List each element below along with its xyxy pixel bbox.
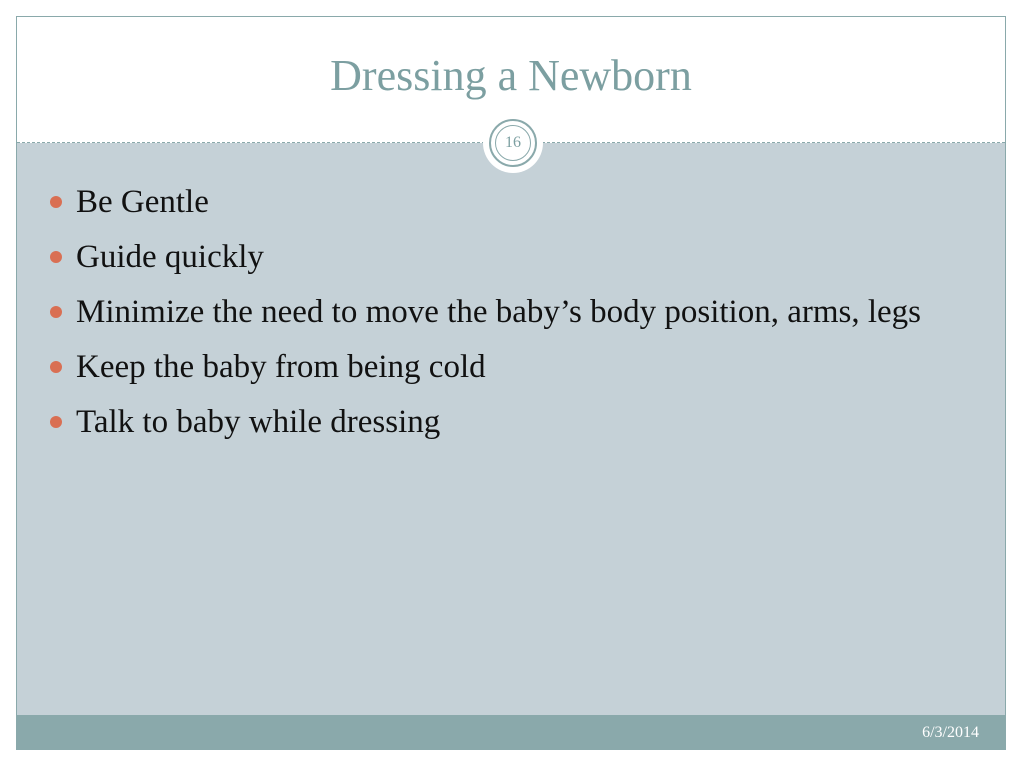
bullet-item: [47, 346, 977, 389]
bullet-item: [47, 181, 977, 224]
bullet-list: [47, 181, 977, 456]
slide-footer: [17, 715, 1005, 749]
bullet-text: Be Gentle: [76, 184, 209, 220]
bullet-text: Minimize the need to move the baby’s body position, arms, legs: [76, 294, 922, 330]
round-bullet-icon: [50, 251, 62, 263]
round-bullet-icon: [50, 196, 62, 208]
bullet-text: Guide quickly: [76, 239, 264, 275]
round-bullet-icon: [50, 416, 62, 428]
page-number-badge: [483, 113, 543, 173]
bullet-item: [47, 291, 977, 334]
bullet-item: [47, 401, 977, 444]
slide-date: 6/3/2014: [922, 724, 979, 741]
slide-frame: [16, 16, 1006, 750]
slide-title: Dressing a Newborn: [330, 51, 692, 100]
page-number: 16: [495, 125, 531, 161]
bullet-item: [47, 236, 977, 279]
bullet-text: Talk to baby while dressing: [76, 404, 441, 440]
round-bullet-icon: [50, 361, 62, 373]
bullet-text: Keep the baby from being cold: [76, 349, 486, 385]
page-number-ring: [489, 119, 537, 167]
round-bullet-icon: [50, 306, 62, 318]
